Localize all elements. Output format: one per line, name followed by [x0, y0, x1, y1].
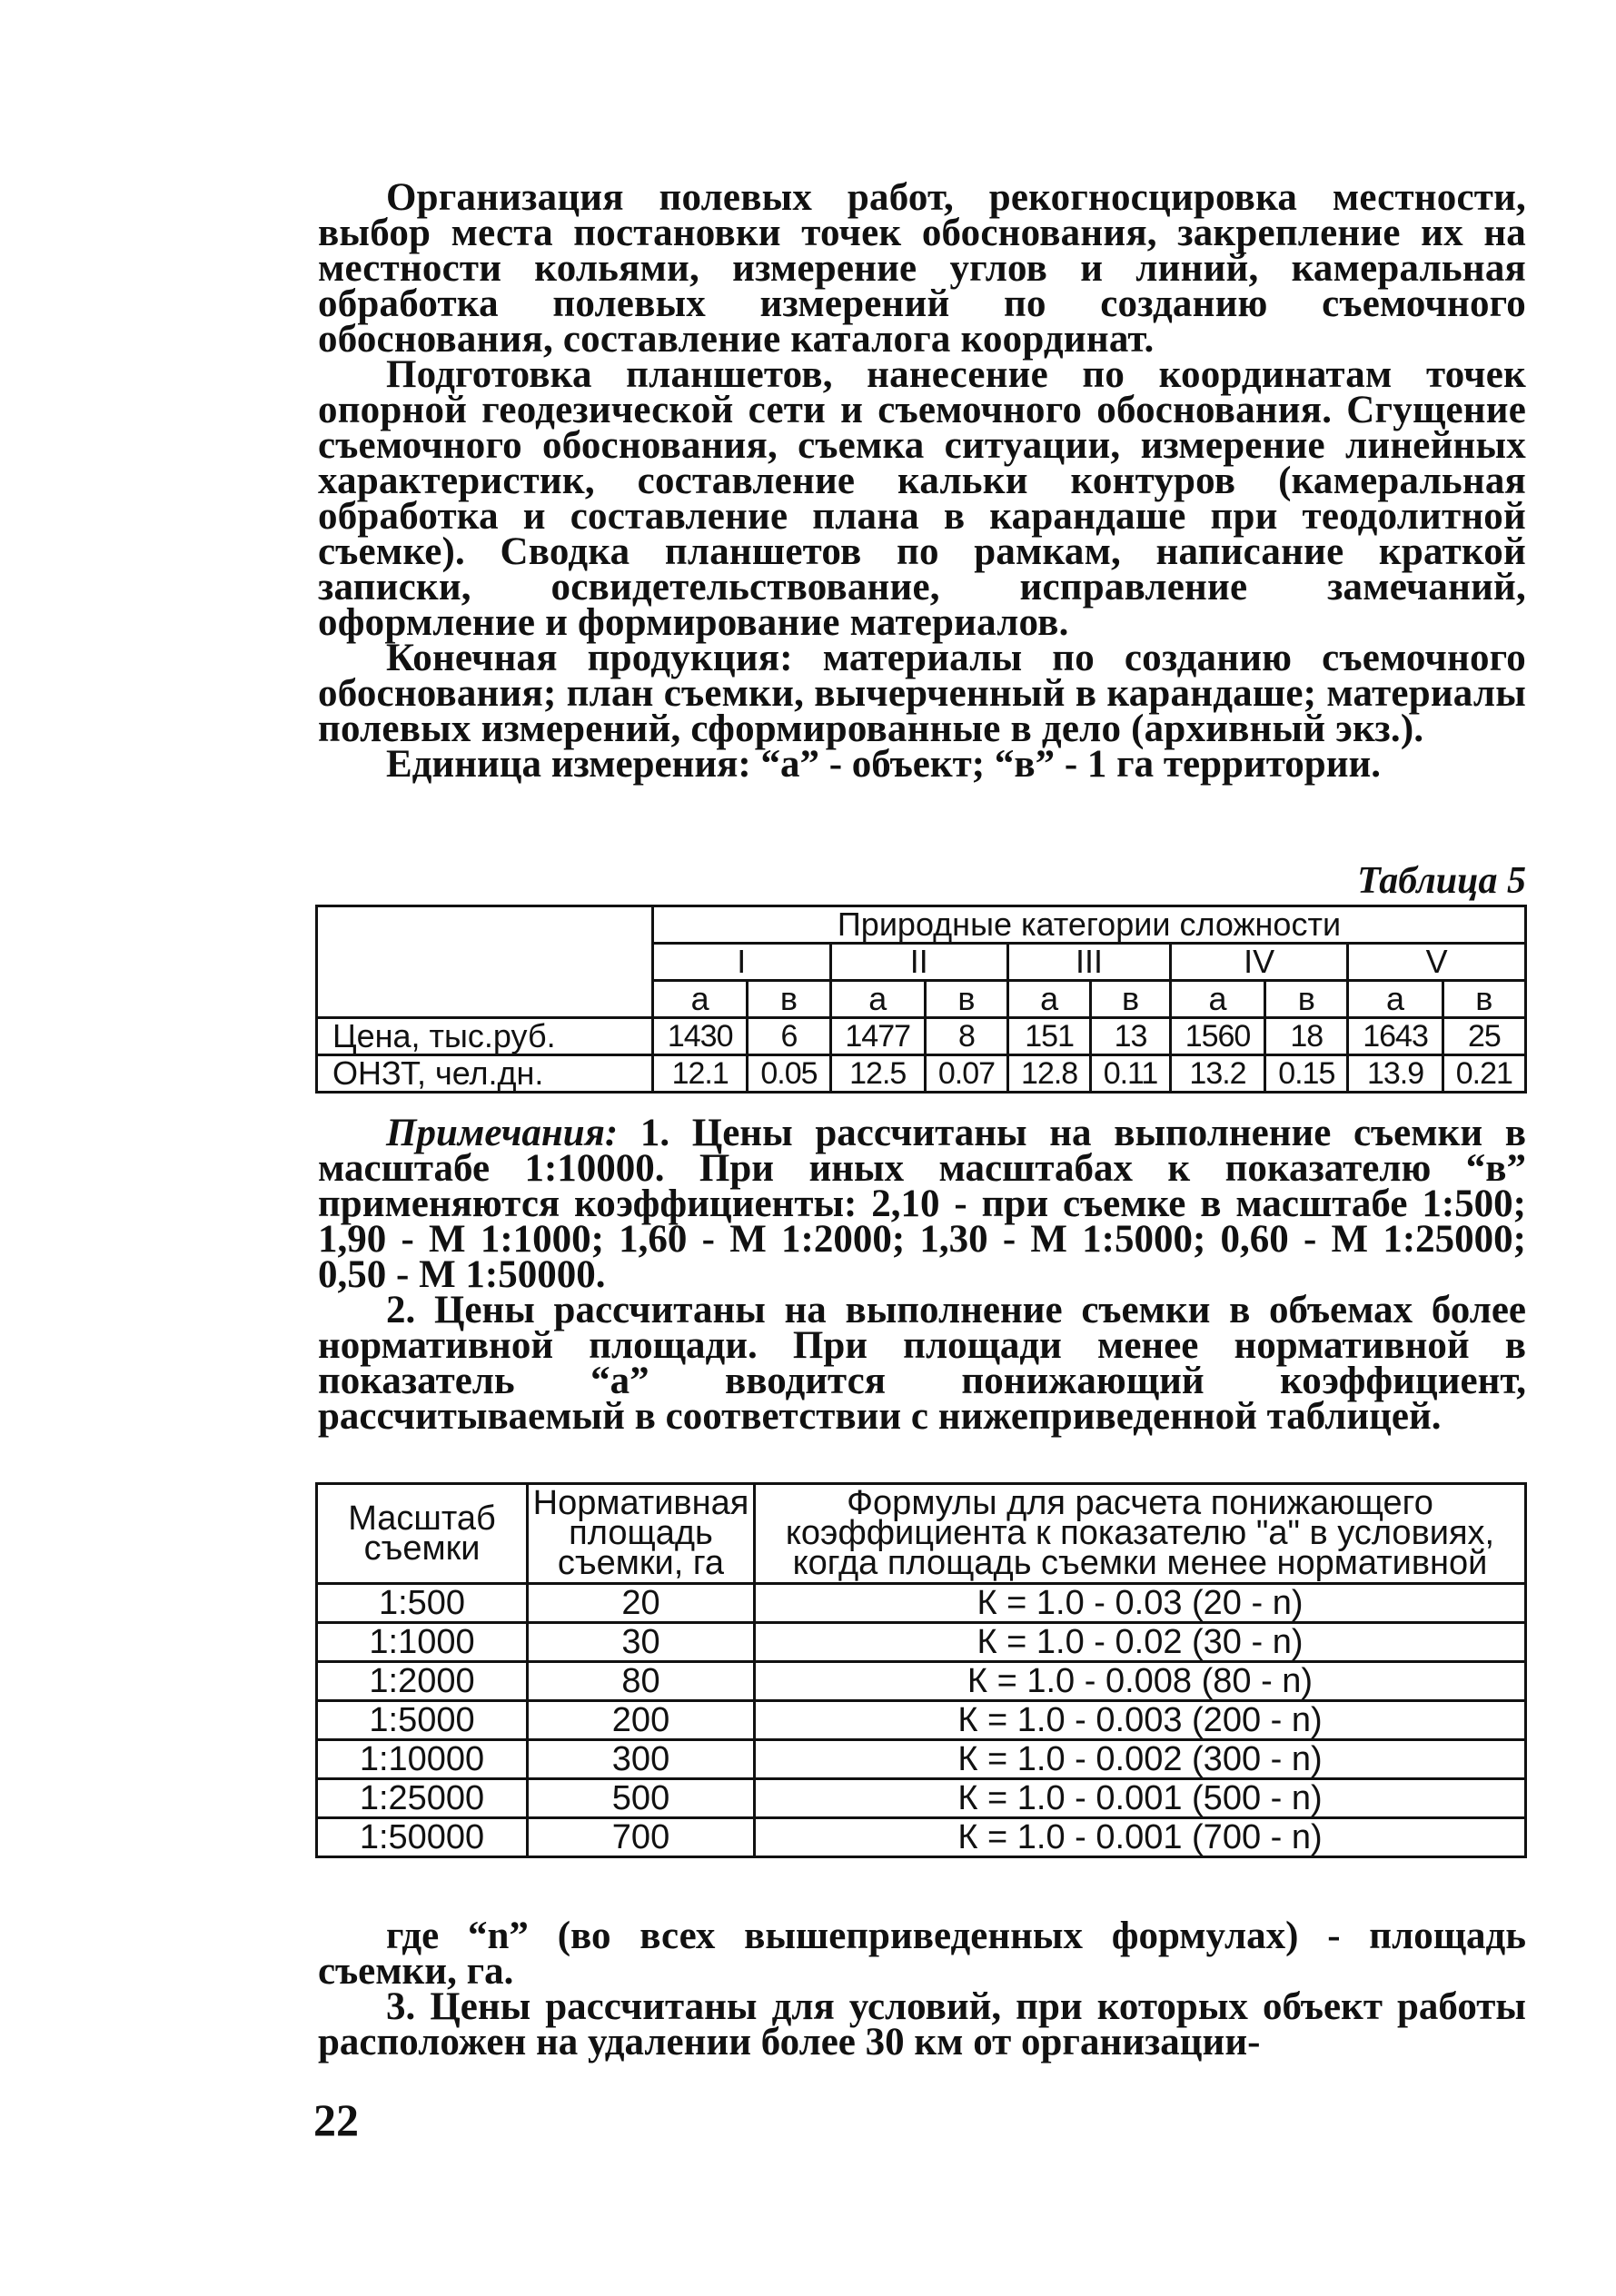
formula-cell: К = 1.0 - 0.008 (80 - n) — [755, 1662, 1526, 1701]
where-line: где “n” (во всех вышеприведенных формулах) - площадь съемки, га. — [318, 1915, 1526, 1993]
scale-cell: 1:2000 — [317, 1662, 528, 1701]
table-row — [317, 1818, 1526, 1857]
table-cell: 8 — [925, 1018, 1007, 1055]
note-3: 3. Цены рассчитаны для условий, при которых объект работы расположен на удалении более 30 км от организации- — [318, 1985, 1526, 2063]
header-formula: Формулы для расчета понижающего коэффициента к показателю "а" в условиях, когда площадь съемки менее нормативной — [755, 1484, 1526, 1584]
area-cell: 700 — [528, 1818, 755, 1857]
page-number: 22 — [313, 2094, 359, 2145]
scale-cell: 1:25000 — [317, 1779, 528, 1818]
note-1 — [318, 1112, 1526, 1296]
scale-cell: 1:500 — [317, 1584, 528, 1623]
table-caption: Таблица 5 — [1357, 860, 1526, 902]
table-row — [317, 1055, 1526, 1093]
formula-cell: К = 1.0 - 0.001 (700 - n) — [755, 1818, 1526, 1857]
table-corner — [317, 906, 653, 1018]
area-cell: 80 — [528, 1662, 755, 1701]
row-label: ОНЗТ, чел.дн. — [317, 1055, 653, 1093]
formula-cell: К = 1.0 - 0.002 (300 - n) — [755, 1740, 1526, 1779]
area-cell: 20 — [528, 1584, 755, 1623]
after-table-text — [318, 1915, 1526, 2063]
header-scale: Масштаб съемки — [317, 1484, 528, 1584]
formula-cell: К = 1.0 - 0.001 (500 - n) — [755, 1779, 1526, 1818]
category-header: IV — [1170, 944, 1348, 981]
paragraph-3: Конечная продукция: материалы по созданию съемочного обоснования; план съемки, вычерченный в карандаше; материалы полевых измерений, сформированные в дело (архивный экз.). — [318, 637, 1526, 750]
table-row — [317, 1018, 1526, 1055]
table-cell: 0.15 — [1265, 1055, 1348, 1093]
coefficient-table — [315, 1482, 1527, 1858]
notes-label: Примечания: — [386, 1112, 619, 1154]
table-row — [317, 1740, 1526, 1779]
category-header: III — [1008, 944, 1171, 981]
table-cell: 0.11 — [1091, 1055, 1171, 1093]
area-cell: 30 — [528, 1623, 755, 1662]
table-cell: 12.1 — [653, 1055, 748, 1093]
scale-cell: 1:10000 — [317, 1740, 528, 1779]
scale-cell: 1:50000 — [317, 1818, 528, 1857]
table-cell: 0.07 — [925, 1055, 1007, 1093]
group-header: Природные категории сложности — [653, 906, 1526, 944]
scale-cell: 1:5000 — [317, 1701, 528, 1740]
subheader: а — [1170, 981, 1264, 1018]
category-header: II — [830, 944, 1008, 981]
prices-table — [315, 905, 1527, 1094]
table-cell: 0.05 — [748, 1055, 830, 1093]
note-2: 2. Цены рассчитаны на выполнение съемки в объемах более нормативной площади. При площади менее нормативной в показатель “а” вводится понижающий коэффициент, рассчитываемый в соответствии с нижеприведенной таблицей. — [318, 1289, 1526, 1438]
subheader: в — [1091, 981, 1171, 1018]
table-cell: 25 — [1443, 1018, 1525, 1055]
formula-cell: К = 1.0 - 0.03 (20 - n) — [755, 1584, 1526, 1623]
table-cell: 6 — [748, 1018, 830, 1055]
table-row — [317, 1662, 1526, 1701]
subheader: а — [653, 981, 748, 1018]
paragraph-2: Подготовка планшетов, нанесение по координатам точек опорной геодезической сети и съемочного обоснования. Сгущение съемочного обоснования, съемка ситуации, измерение линейных характеристик, составление кальки контуров (камеральная обработка и составление плана в карандаше при теодолитной съемке). Сводка планшетов по рамкам, написание краткой записки, освидетельствование, исправление замечаний, оформление и формирование материалов. — [318, 353, 1526, 644]
subheader: в — [1443, 981, 1525, 1018]
table-cell: 1643 — [1348, 1018, 1443, 1055]
table-row — [317, 1779, 1526, 1818]
subheader: в — [1265, 981, 1348, 1018]
table-cell: 13.2 — [1170, 1055, 1264, 1093]
area-cell: 200 — [528, 1701, 755, 1740]
formula-cell: К = 1.0 - 0.003 (200 - n) — [755, 1701, 1526, 1740]
header-area: Нормативная площадь съемки, га — [528, 1484, 755, 1584]
table-cell: 13.9 — [1348, 1055, 1443, 1093]
formula-cell: К = 1.0 - 0.02 (30 - n) — [755, 1623, 1526, 1662]
subheader: в — [748, 981, 830, 1018]
notes — [318, 1112, 1526, 1438]
table-cell: 12.8 — [1008, 1055, 1091, 1093]
subheader: а — [1348, 981, 1443, 1018]
area-cell: 500 — [528, 1779, 755, 1818]
subheader: а — [1008, 981, 1091, 1018]
table-cell: 13 — [1091, 1018, 1171, 1055]
table-row — [317, 1584, 1526, 1623]
table-cell: 12.5 — [830, 1055, 925, 1093]
table-cell: 1560 — [1170, 1018, 1264, 1055]
table-row — [317, 1623, 1526, 1662]
note-1-text: 1. Цены рассчитаны на выполнение съемки в масштабе 1:10000. При иных масштабах к показателю “в” применяются коэффициенты: 2,10 - при съемке в масштабе 1:500; 1,90 - М 1:1000; 1,60 - М 1:2000; 1,30 - М 1:5000; 0,60 - М 1:25000; 0,50 - М 1:50000. — [318, 1112, 1526, 1296]
table-cell: 1477 — [830, 1018, 925, 1055]
subheader: а — [830, 981, 925, 1018]
scale-cell: 1:1000 — [317, 1623, 528, 1662]
body-text — [318, 176, 1526, 786]
subheader: в — [925, 981, 1007, 1018]
table-cell: 1430 — [653, 1018, 748, 1055]
table-cell: 0.21 — [1443, 1055, 1525, 1093]
table-cell: 18 — [1265, 1018, 1348, 1055]
area-cell: 300 — [528, 1740, 755, 1779]
table-row — [317, 1701, 1526, 1740]
category-header: I — [653, 944, 831, 981]
unit-line: Единица измерения: “а” - объект; “в” - 1 га территории. — [386, 743, 1382, 786]
category-header: V — [1348, 944, 1526, 981]
row-label: Цена, тыс.руб. — [317, 1018, 653, 1055]
table-cell: 151 — [1008, 1018, 1091, 1055]
paragraph-1: Организация полевых работ, рекогносцировка местности, выбор места постановки точек обоснования, закрепление их на местности кольями, измерение углов и линий, камеральная обработка полевых измерений по созданию съемочного обоснования, составление каталога координат. — [318, 176, 1526, 361]
